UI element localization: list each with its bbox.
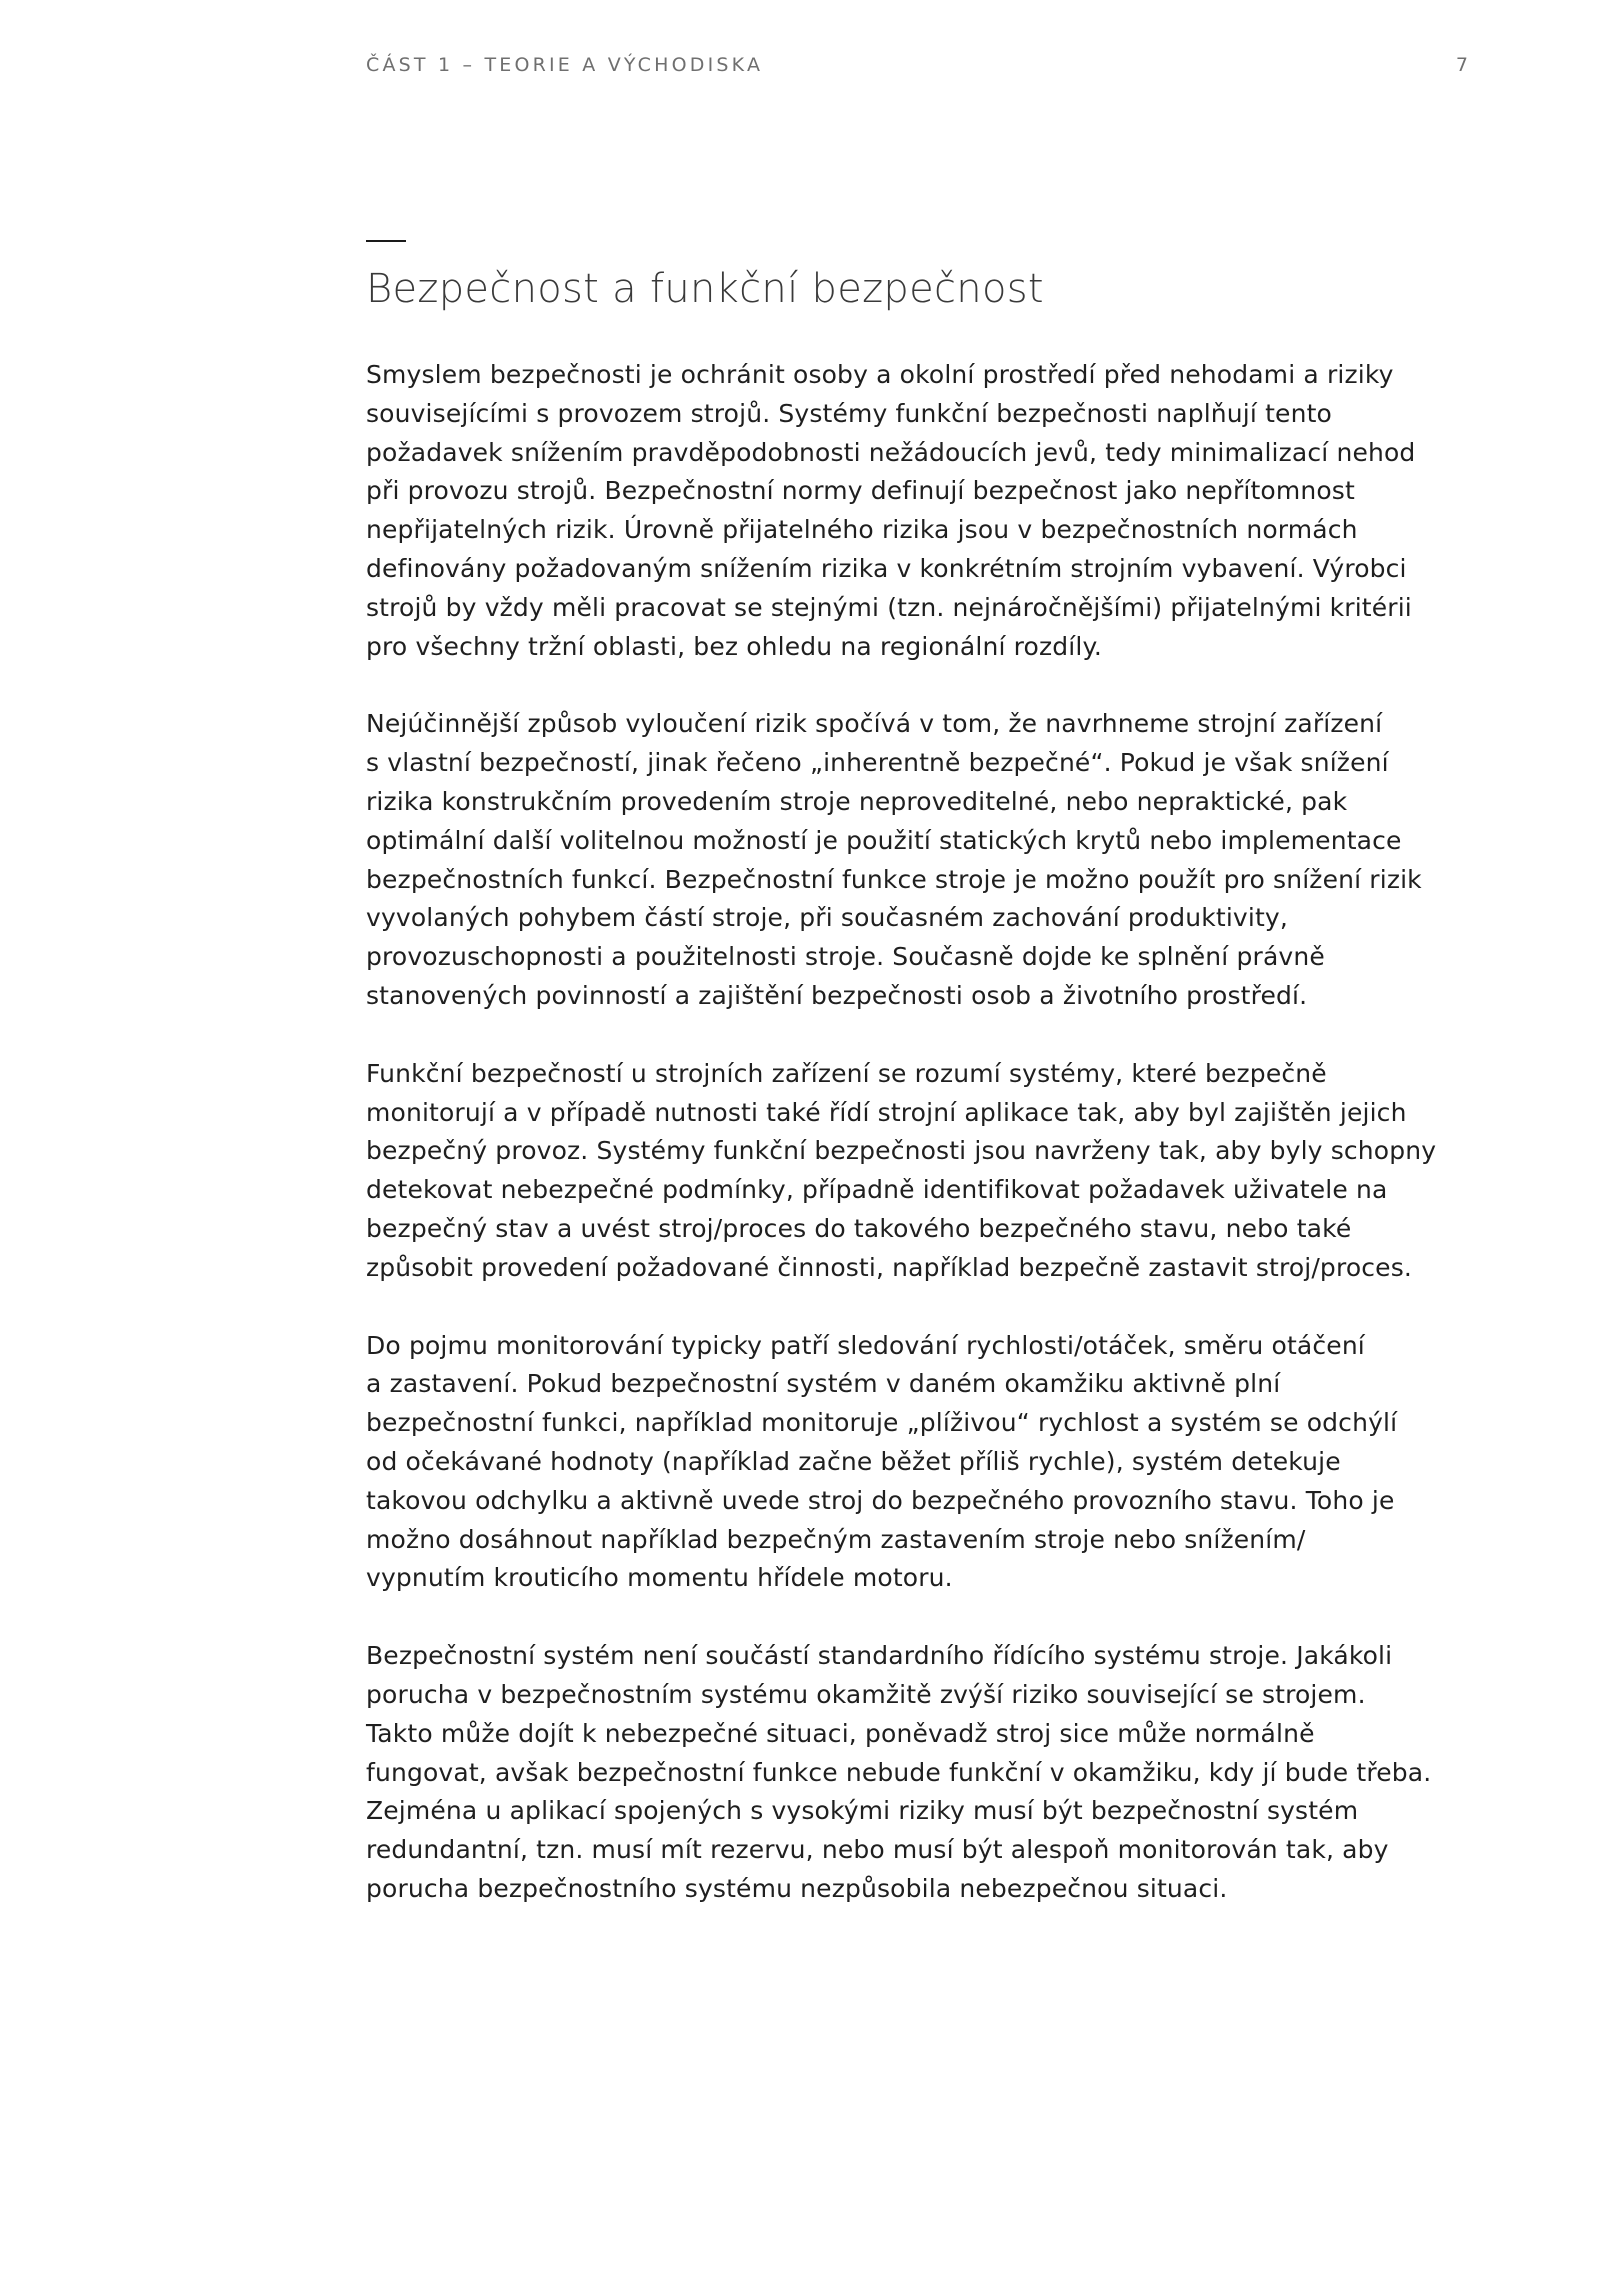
running-header: ČÁST 1 – TEORIE A VÝCHODISKA xyxy=(366,54,764,76)
text-line: požadavek snížením pravděpodobnosti nežádoucích jevů, tedy minimalizací nehod xyxy=(366,437,1416,467)
paragraph-5 xyxy=(366,1637,1476,1909)
text-line: Funkční bezpečností u strojních zařízení se rozumí systémy, které bezpečně xyxy=(366,1058,1327,1088)
text-line: vyvolaných pohybem částí stroje, při současném zachování produktivity, xyxy=(366,903,1288,933)
body-text xyxy=(366,356,1476,1948)
text-line: a zastavení. Pokud bezpečnostní systém v daném okamžiku aktivně plní xyxy=(366,1369,1281,1399)
text-line: definovány požadovaným snížením rizika v konkrétním strojním vybavení. Výrobci xyxy=(366,553,1407,583)
text-line: monitorují a v případě nutnosti také řídí strojní aplikace tak, aby byl zajištěn jejich xyxy=(366,1097,1407,1127)
text-line: bezpečnostních funkcí. Bezpečnostní funkce stroje je možno použít pro snížení rizik xyxy=(366,864,1422,894)
paragraph-3 xyxy=(366,1055,1476,1288)
text-line: od očekávané hodnoty (například začne běžet příliš rychle), systém detekuje xyxy=(366,1446,1341,1476)
text-line: s vlastní bezpečností, jinak řečeno „inherentně bezpečné“. Pokud je však snížení xyxy=(366,748,1389,778)
text-line: detekovat nebezpečné podmínky, případně identifikovat požadavek uživatele na xyxy=(366,1175,1388,1205)
text-line: porucha bezpečnostního systému nezpůsobila nebezpečnou situaci. xyxy=(366,1873,1228,1903)
text-line: optimální další volitelnou možností je použití statických krytů nebo implementace xyxy=(366,825,1402,855)
paragraph-4 xyxy=(366,1327,1476,1599)
text-line: bezpečnostní funkci, například monitoruje „plíživou“ rychlost a systém se odchýlí xyxy=(366,1408,1398,1438)
text-line: Smyslem bezpečnosti je ochránit osoby a okolní prostředí před nehodami a riziky xyxy=(366,360,1394,389)
text-line: způsobit provedení požadované činnosti, například bezpečně zastavit stroj/proces. xyxy=(366,1252,1412,1282)
text-line: vypnutím krouticího momentu hřídele motoru. xyxy=(366,1563,953,1593)
text-line: pro všechny tržní oblasti, bez ohledu na regionální rozdíly. xyxy=(366,631,1102,661)
section-title: Bezpečnost a funkční bezpečnost xyxy=(366,266,1044,312)
text-line: strojů by vždy měli pracovat se stejnými (tzn. nejnáročnějšími) přijatelnými kritérii xyxy=(366,592,1412,622)
text-line: redundantní, tzn. musí mít rezervu, nebo musí být alespoň monitorován tak, aby xyxy=(366,1835,1389,1865)
text-line: Nejúčinnější způsob vyloučení rizik spočívá v tom, že navrhneme strojní zařízení xyxy=(366,709,1383,739)
text-line: souvisejícími s provozem strojů. Systémy funkční bezpečnosti naplňují tento xyxy=(366,398,1332,428)
text-line: Zejména u aplikací spojených s vysokými riziky musí být bezpečnostní systém xyxy=(366,1796,1359,1826)
paragraph-2 xyxy=(366,705,1476,1015)
text-line: Bezpečnostní systém není součástí standardního řídícího systému stroje. Jakákoli xyxy=(366,1641,1393,1671)
text-line: Takto může dojít k nebezpečné situaci, poněvadž stroj sice může normálně xyxy=(366,1718,1315,1748)
title-rule xyxy=(366,240,406,242)
text-line: bezpečný stav a uvést stroj/proces do takového bezpečného stavu, nebo také xyxy=(366,1213,1352,1243)
paragraph-1 xyxy=(366,356,1476,666)
text-line: nepřijatelných rizik. Úrovně přijatelného rizika jsou v bezpečnostních normách xyxy=(366,515,1358,545)
text-line: stanovených povinností a zajištění bezpečnosti osob a životního prostředí. xyxy=(366,980,1308,1010)
text-line: provozuschopnosti a použitelnosti stroje. Současně dojde ke splnění právně xyxy=(366,942,1325,972)
text-line: při provozu strojů. Bezpečnostní normy definují bezpečnost jako nepřítomnost xyxy=(366,476,1355,506)
text-line: bezpečný provoz. Systémy funkční bezpečnosti jsou navrženy tak, aby byly schopny xyxy=(366,1136,1437,1166)
page-number: 7 xyxy=(1455,54,1468,76)
text-line: Do pojmu monitorování typicky patří sledování rychlosti/otáček, směru otáčení xyxy=(366,1330,1365,1360)
text-line: fungovat, avšak bezpečnostní funkce nebude funkční v okamžiku, kdy jí bude třeba. xyxy=(366,1757,1432,1787)
text-line: takovou odchylku a aktivně uvede stroj do bezpečného provozního stavu. Toho je xyxy=(366,1485,1395,1515)
text-line: možno dosáhnout například bezpečným zastavením stroje nebo snížením/ xyxy=(366,1524,1306,1554)
text-line: rizika konstrukčním provedením stroje neproveditelné, nebo nepraktické, pak xyxy=(366,786,1348,816)
text-line: porucha v bezpečnostním systému okamžitě zvýší riziko související se strojem. xyxy=(366,1679,1366,1709)
